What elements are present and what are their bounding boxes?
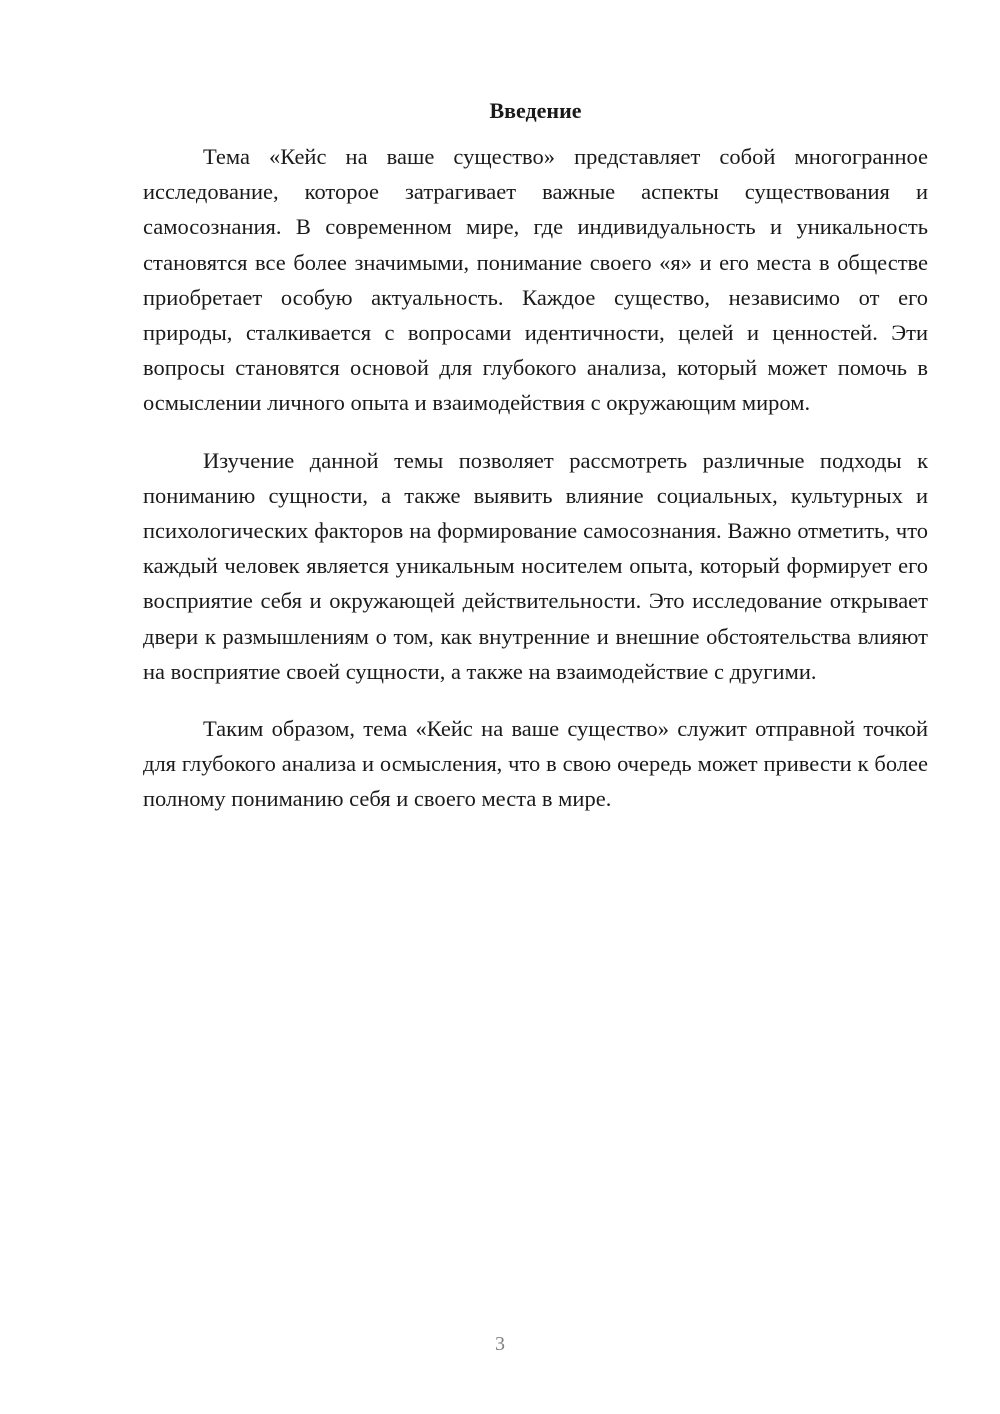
paragraph-1: Тема «Кейс на ваше существо» представляет собой многогранное исследование, которое затрагивает важные аспекты существования и самосознания. В современном мире, где индивидуальность и уникальность становятся все более значимыми, понимание своего «я» и его места в обществе приобретает особую актуальность. Каждое существо, независимо от его природы, сталкивается с вопросами идентичности, целей и ценностей. Эти вопросы становятся основой для глубокого анализа, который может помочь в осмыслении личного опыта и взаимодействия с окружающим миром. [143, 144, 928, 416]
paragraph-3: Таким образом, тема «Кейс на ваше существо» служит отправной точкой для глубокого анализа и осмысления, что в свою очередь может привести к более полному пониманию себя и своего места в мире. [143, 716, 928, 812]
page-number: 3 [495, 1333, 505, 1355]
paragraph-2: Изучение данной темы позволяет рассмотреть различные подходы к пониманию сущности, а также выявить влияние социальных, культурных и психологических факторов на формирование самосознания. Важно отметить, что каждый человек является уникальным носителем опыта, который формирует его восприятие себя и окружающей действительности. Это исследование открывает двери к размышлениям о том, как внутренние и внешние обстоятельства влияют на восприятие своей сущности, а также на взаимодействие с другими. [143, 447, 928, 684]
document-page [143, 95, 928, 839]
section-heading: Введение [489, 98, 582, 123]
